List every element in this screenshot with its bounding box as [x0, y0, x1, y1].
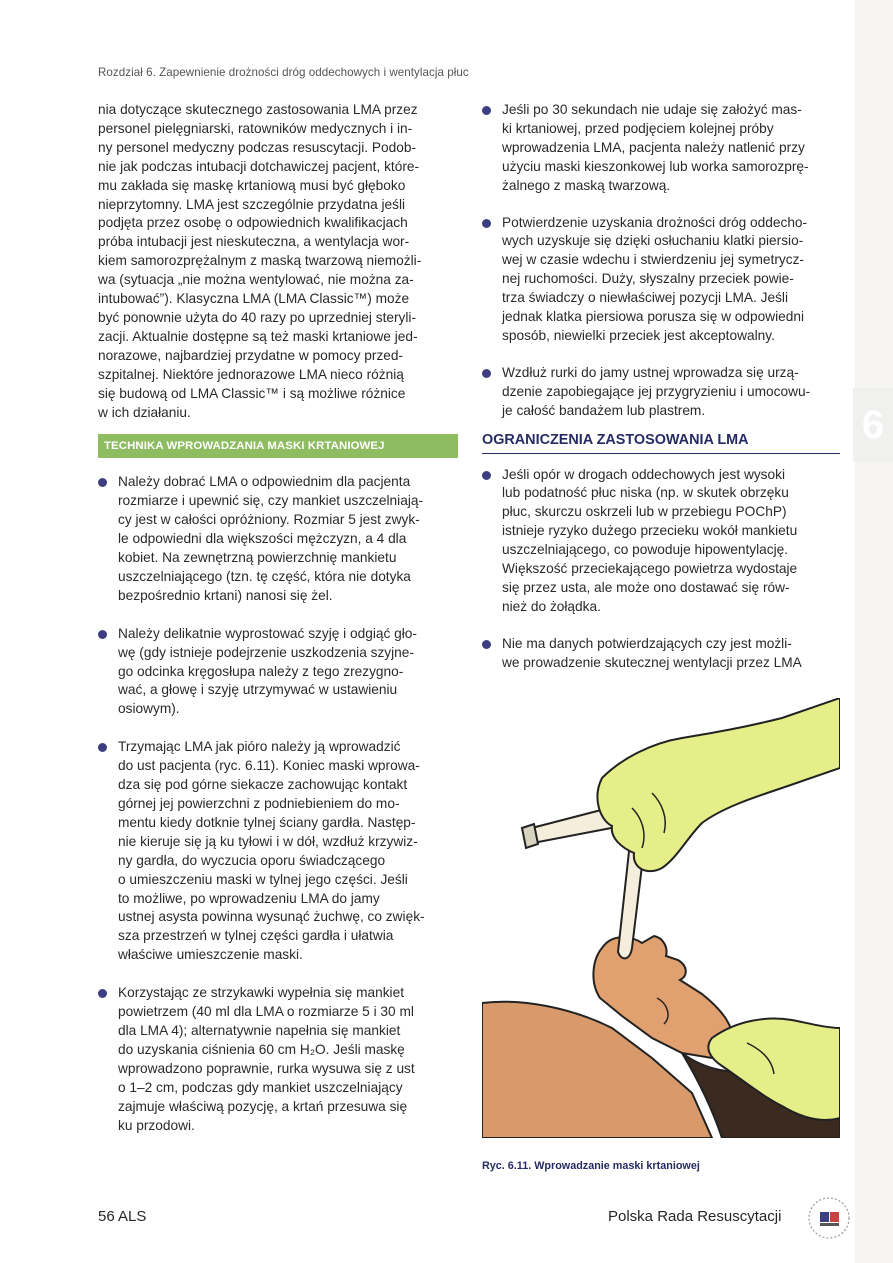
list-item: Należy dobrać LMA o odpowiednim dla pacjenta rozmiarze i upewnić się, czy mankiet uszczelniają- cy jest w całości opróżniony. Rozmiar 5 jest zwyk- le odpowiedni dla większości mężczyzn, a 4 dla kobiet. Na zewnętrzną powierzchnię mankietu uszczelniającego (tzn. tę część, która nie dotyka bezpośrednio krtani) nanosi się żel.: [98, 473, 458, 605]
figure-caption: Ryc. 6.11. Wprowadzanie maski krtaniowej: [482, 1160, 700, 1172]
list-item: Nie ma danych potwierdzających czy jest możli- we prowadzenie skutecznej wentylacji przez LMA: [482, 635, 840, 673]
bullet-icon: [98, 630, 107, 639]
right-column: [482, 101, 840, 673]
publisher-seal-icon: [807, 1196, 851, 1240]
technique-bullet-list: [98, 473, 458, 1135]
procedure-continued-list: [482, 101, 840, 421]
illustration-svg: [482, 698, 840, 1138]
bullet-icon: [482, 640, 491, 649]
publisher-name: Polska Rada Resuscytacji: [608, 1208, 782, 1225]
bullet-icon: [482, 369, 491, 378]
bullet-icon: [482, 219, 491, 228]
running-head: Rozdział 6. Zapewnienie drożności dróg oddechowych i wentylacja płuc: [98, 66, 469, 79]
list-item: Należy delikatnie wyprostować szyję i odgiąć gło- wę (gdy istnieje podejrzenie uszkodzenia szyjne- go odcinka kręgosłupa należy z tego zrezygno- wać, a głowę i szyję utrzymywać w ustawieniu osiowym).: [98, 625, 458, 720]
lma-insertion-illustration: [482, 698, 840, 1138]
limitations-heading: OGRANICZENIA ZASTOSOWANIA LMA: [482, 431, 840, 454]
bullet-icon: [98, 478, 107, 487]
bullet-icon: [98, 743, 107, 752]
list-item: Trzymając LMA jak pióro należy ją wprowadzić do ust pacjenta (ryc. 6.11). Koniec maski wprowa- dza się pod górne siekacze zachowując kontakt górnej jej powierzchni z podniebieniem do mo- mentu kiedy dotknie tylnej ściany gardła. Następ- nie kieruje się ją ku tyłowi i w dół, wzdłuż krzywiz- ny gardła, do wyczucia oporu świadczącego o umieszczeniu maski w tylnej jego części. Jeśli to możliwe, po wprowadzeniu LMA do jamy ustnej asysta powinna wysunąć żuchwę, co zwięk- sza przestrzeń w tylnej części gardła i ułatwia właściwe umieszczenie maski.: [98, 738, 458, 965]
technique-box-heading: TECHNIKA WPROWADZANIA MASKI KRTANIOWEJ: [98, 434, 458, 458]
lma-connector: [522, 824, 538, 848]
list-item: Jeśli opór w drogach oddechowych jest wysoki lub podatność płuc niska (np. w skutek obrzęku płuc, skurczu oskrzeli lub w przebiegu POChP) istnieje ryzyko dużego przecieku wokół mankietu uszczelniającego, co powoduje hipowentylację. Większość przeciekającego powietrza wydostaje się przez usta, ale może ono dostawać się rów- nież do żołądka.: [482, 466, 840, 617]
bullet-icon: [98, 989, 107, 998]
limitations-bullet-list: [482, 466, 840, 673]
left-column: [98, 101, 458, 1135]
bullet-icon: [482, 106, 491, 115]
list-item: Korzystając ze strzykawki wypełnia się mankiet powietrzem (40 ml dla LMA o rozmiarze 5 i 30 ml dla LMA 4); alternatywnie napełnia się mankiet do uzyskania ciśnienia 60 cm H₂O. Jeśli maskę wprowadzono poprawnie, rurka wysuwa się z ust o 1–2 cm, podczas gdy mankiet uszczelniający zajmuje właściwą pozycję, a krtań przesuwa się ku przodowi.: [98, 984, 458, 1135]
page-edge: [855, 0, 893, 1263]
page-number: 56 ALS: [98, 1208, 147, 1225]
intro-paragraph: nia dotyczące skutecznego zastosowania LMA przez personel pielęgniarski, ratowników medycznych i in- ny personel medyczny podczas resuscytacji. Podob- nie jak podczas intubacji dotchawiczej pacjent, które- mu zakłada się maskę krtaniową musi być głęboko nieprzytomny. LMA jest szczególnie przydatna jeśli podjęta przez osobę o odpowiednich kwalifikacjach próba intubacji jest nieskuteczna, a wentylacja wor- kiem samorozprężalnym z maską twarzową niemożli- wa (sytuacja „nie można wentylować, nie można za- intubować”). Klasyczna LMA (LMA Classic™) może być ponownie użyta do 40 razy po uprzedniej steryli- zacji. Aktualnie dostępne są też maski krtaniowe jed- norazowe, najbardziej przydatne w pomocy przed- szpitalnej. Niektóre jednorazowe LMA nieco różnią się budową od LMA Classic™ i są możliwe różnice w ich działaniu.: [98, 102, 422, 420]
chapter-tab: 6: [853, 388, 893, 462]
list-item: Wzdłuż rurki do jamy ustnej wprowadza się urzą- dzenie zapobiegające jej przygryzieniu i umocowu- je całość bandażem lub plastrem.: [482, 364, 840, 421]
upper-glove-hand: [597, 698, 840, 871]
bullet-icon: [482, 471, 491, 480]
list-item: Jeśli po 30 sekundach nie udaje się założyć mas- ki krtaniowej, przed podjęciem kolejnej próby wprowadzenia LMA, pacjenta należy natlenić przy użyciu maski kieszonkowej lub worka samorozprę- żalnego z maską twarzową.: [482, 101, 840, 196]
list-item: Potwierdzenie uzyskania drożności dróg oddecho- wych uzyskuje się dzięki osłuchaniu klatki piersio- wej w czasie wdechu i stwierdzeniu jej symetrycz- nej ruchomości. Duży, słyszalny przeciek powie- trza świadczy o niewłaściwej pozycji LMA. Jeśli jednak klatka piersiowa porusza się w odpowiedni sposób, niewielki przeciek jest akceptowalny.: [482, 214, 840, 346]
